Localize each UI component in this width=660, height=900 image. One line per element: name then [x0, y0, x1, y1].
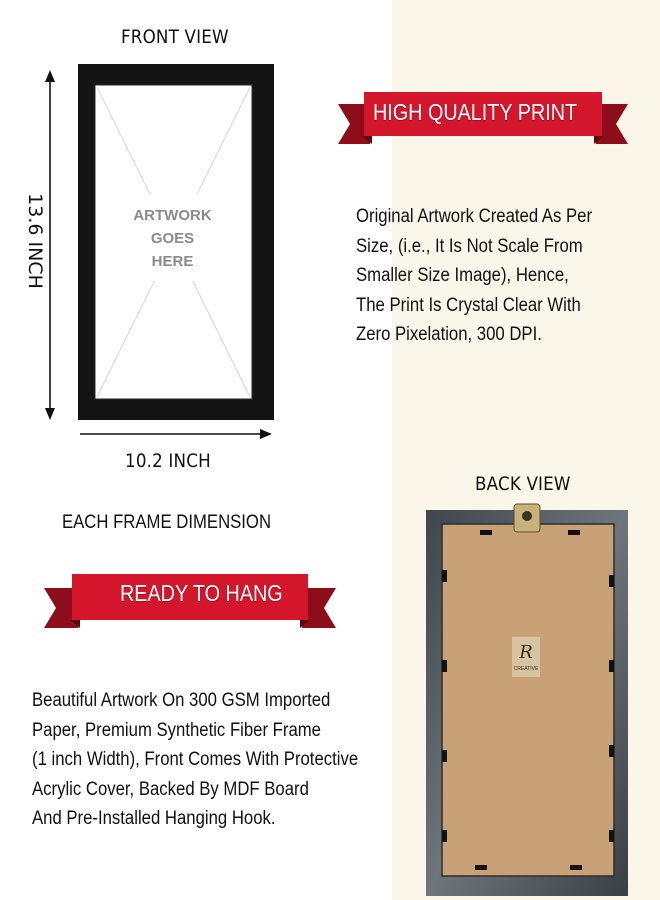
clip-left-1 — [442, 570, 447, 582]
back-cork-board — [442, 524, 614, 876]
clip-top-1 — [480, 530, 492, 535]
high-quality-banner-label: HIGH QUALITY PRINT — [373, 99, 578, 125]
clip-right-3 — [609, 745, 614, 757]
clip-bottom-2 — [570, 865, 582, 870]
front-view-heading: FRONT VIEW — [121, 26, 229, 48]
high-quality-line-2: Size, (i.e., It Is Not Scale From — [356, 235, 583, 257]
high-quality-line-3: Smaller Size Image), Hence, — [356, 265, 569, 286]
height-label-text: 13.6 INCH — [24, 193, 46, 289]
placeholder-line-1: ARTWORK — [133, 207, 212, 224]
ready-line-5: And Pre-Installed Hanging Hook. — [32, 808, 276, 829]
height-arrow-bottom-icon — [45, 408, 55, 420]
width-label: 10.2 INCH — [125, 450, 211, 472]
clip-top-2 — [568, 530, 580, 535]
placeholder-line-2: GOES — [150, 230, 195, 247]
width-arrow-right-icon — [260, 429, 272, 439]
ready-line-4: Acrylic Cover, Backed By MDF Board — [32, 778, 309, 800]
height-label — [15, 176, 55, 306]
clip-left-4 — [442, 830, 447, 842]
ready-line-2: Paper, Premium Synthetic Fiber Frame — [32, 719, 321, 741]
ready-line-1: Beautiful Artwork On 300 GSM Imported — [32, 690, 331, 711]
back-frame-illustration — [420, 500, 640, 900]
high-quality-line-1: Original Artwork Created As Per — [356, 206, 593, 227]
placeholder-line-3: HERE — [151, 253, 194, 270]
ready-to-hang-description — [32, 686, 358, 834]
clip-right-2 — [609, 660, 614, 672]
dimension-caption: EACH FRAME DIMENSION — [62, 512, 272, 533]
back-view-heading: BACK VIEW — [475, 473, 571, 495]
hanging-hook-hole — [522, 511, 532, 521]
ready-line-3: (1 inch Width), Front Comes With Protective — [32, 749, 359, 770]
height-arrow-top-icon — [45, 70, 55, 82]
brand-logo-letter: R — [519, 642, 533, 663]
clip-left-2 — [442, 660, 447, 672]
brand-logo-text: CREATIVE — [513, 666, 539, 672]
ready-to-hang-banner-label: READY TO HANG — [120, 580, 283, 606]
clip-right-1 — [609, 575, 614, 587]
high-quality-line-5: Zero Pixelation, 300 DPI. — [356, 324, 542, 345]
high-quality-line-4: The Print Is Crystal Clear With — [356, 294, 581, 316]
clip-right-4 — [609, 830, 614, 842]
clip-left-3 — [442, 750, 447, 762]
clip-bottom-1 — [475, 865, 487, 870]
high-quality-description — [356, 202, 592, 350]
